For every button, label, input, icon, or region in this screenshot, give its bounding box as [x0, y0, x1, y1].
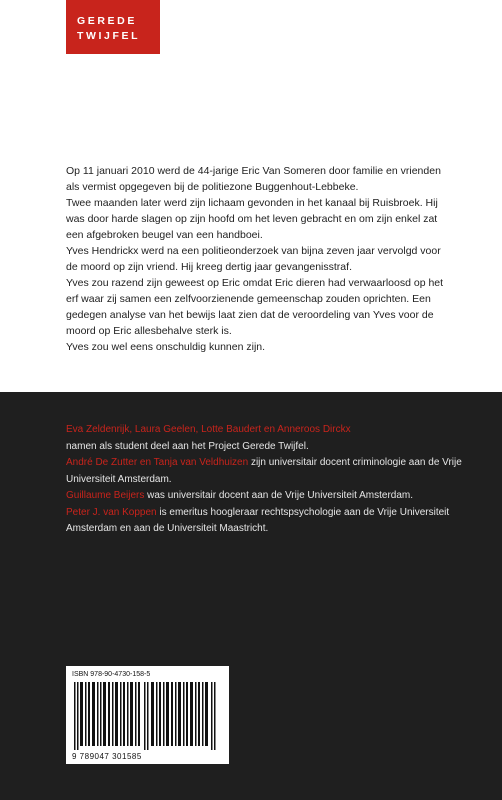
- summary-paragraph: Op 11 januari 2010 werd de 44-jarige Eric Van Someren door familie en vrienden als vermist opgegeven bij de politiezone Buggenhout-Lebbeke.: [66, 165, 441, 193]
- summary-paragraph: Yves zou wel eens onschuldig kunnen zijn.: [66, 341, 266, 353]
- summary-paragraph: Yves zou razend zijn geweest op Eric omdat Eric dieren had verwaarloosd op het erf waar zij samen een zelfvoorzienende gemeenschap zouden oprichten. Een gedegen analyse van het bewijs laat zien dat de veroordeling van Yves voor de moord op Eric allesbehalve sterk is.: [66, 277, 444, 337]
- author-bio: [66, 505, 466, 538]
- author-names: Peter J. van Koppen: [66, 506, 157, 518]
- logo-line-1: GEREDE: [77, 15, 137, 27]
- author-bio: [66, 488, 466, 505]
- book-summary: [66, 163, 446, 355]
- author-description: was universitair docent aan de Vrije Universiteit Amsterdam.: [144, 490, 414, 501]
- author-names: Guillaume Beijers: [66, 490, 145, 501]
- author-names: André De Zutter en Tanja van Veldhuizen: [66, 457, 249, 468]
- author-names: Eva Zeldenrijk, Laura Geelen, Lotte Baudert en Anneroos Dirckx: [66, 424, 351, 435]
- logo-line-2: TWIJFEL: [77, 30, 141, 42]
- author-description: zijn universitair docent criminologie aan de Vrije Universiteit Amsterdam.: [66, 457, 462, 485]
- summary-paragraph: Twee maanden later werd zijn lichaam gevonden in het kanaal bij Ruisbroek. Hij was door harde slagen op zijn hoofd om het leven gebracht en om zijn enkel zat een afgebroken beugel van een handboei.: [66, 197, 438, 241]
- author-bio: [66, 422, 466, 455]
- summary-paragraph: Yves Hendrickx werd na een politieonderzoek van bijna zeven jaar vervolgd voor de moord op zijn vriend. Hij kreeg dertig jaar gevangenisstraf.: [66, 245, 441, 273]
- barcode-bars: [74, 682, 222, 750]
- author-bios: [66, 422, 466, 538]
- barcode: [66, 666, 229, 764]
- author-description: is emeritus hoogleraar rechtspsychologie aan de Vrije Universiteit Amsterdam en aan de Universiteit Maastricht.: [66, 506, 450, 534]
- isbn-label: ISBN 978-90-4730-158-5: [72, 671, 151, 678]
- author-bio: [66, 455, 466, 488]
- author-description: namen als student deel aan het Project Gerede Twijfel.: [66, 440, 309, 452]
- barcode-digits: 9 789047 301585: [72, 752, 142, 761]
- cover-top-section: [0, 0, 502, 392]
- series-logo: [66, 0, 160, 54]
